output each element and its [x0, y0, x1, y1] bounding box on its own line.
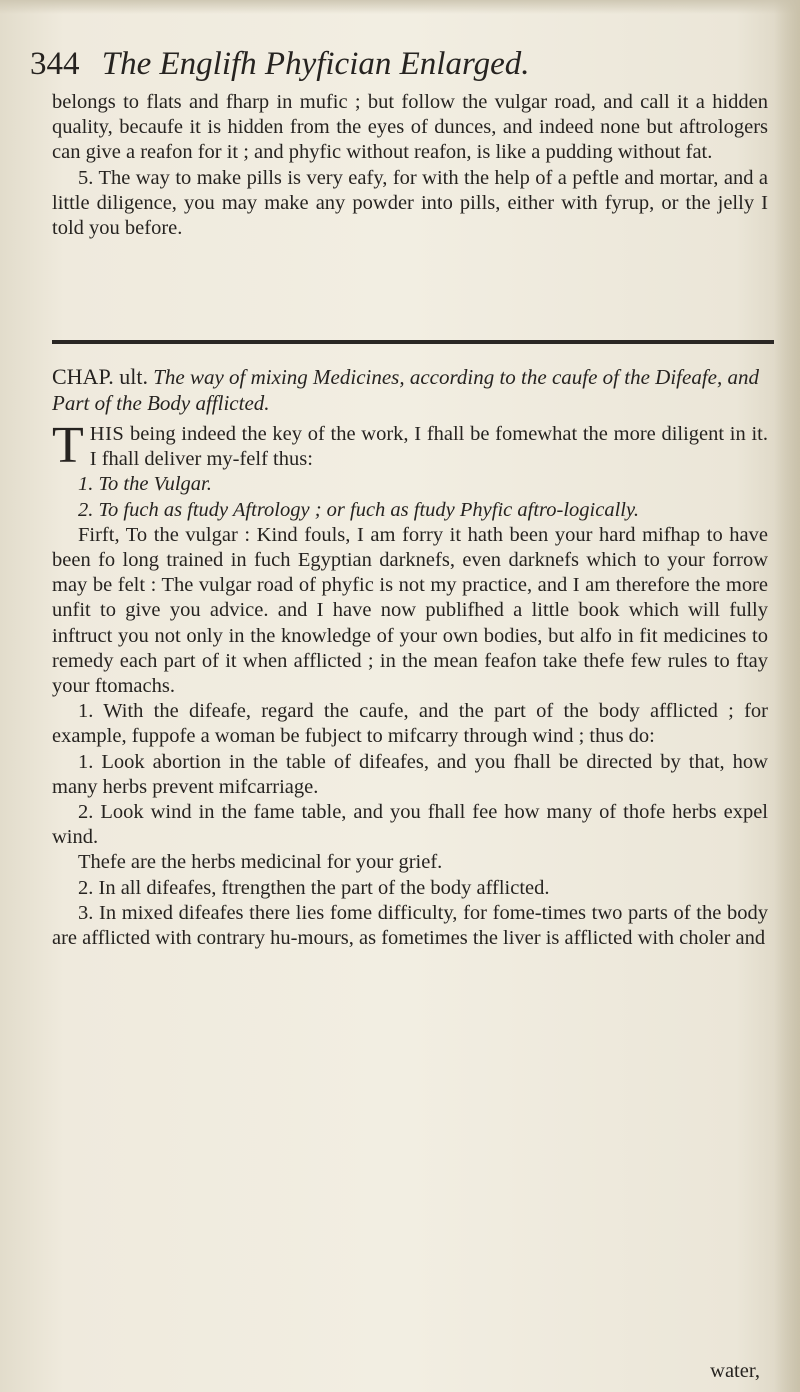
catchword: water,: [710, 1360, 760, 1382]
rule-1-step-1: 1. Look abortion in the table of difeafes, and you fhall be directed by that, how many herbs prevent mifcarriage.: [52, 750, 768, 798]
chapter-body: [52, 417, 768, 951]
list-item-astrology: 2. To fuch as ftudy Aftrology ; or fuch as ftudy Phyfic aftro-logically.: [78, 498, 640, 521]
scan-shadow-right: [774, 0, 800, 1392]
rule-3: 3. In mixed difeafes there lies fome difficulty, for fome-times two parts of the body are afflicted with contrary hu-mours, as fometimes the liver is afflicted with choler and: [52, 901, 768, 950]
chapter-title: The way of mixing Medicines, according to the caufe of the Difeafe, and Part of the Body afflicted.: [52, 365, 759, 415]
rule-1-step-2: 2. Look wind in the fame table, and you fhall fee how many of thofe herbs expel wind.: [52, 801, 768, 849]
rule-2: 2. In all difeafes, ftrengthen the part of the body afflicted.: [78, 876, 550, 899]
scan-shadow-top: [0, 0, 800, 14]
drop-cap: T: [52, 417, 84, 474]
section-rule: [52, 340, 774, 344]
intro-paragraph: [52, 417, 768, 474]
page-title: The Englifh Phyfician Enlarged.: [101, 46, 530, 82]
rule-1-conclusion: Thefe are the herbs medicinal for your grief.: [78, 851, 443, 874]
list-item-vulgar: 1. To the Vulgar.: [78, 473, 212, 496]
top-section: [52, 90, 768, 241]
continued-paragraph: belongs to flats and fharp in mufic ; but follow the vulgar road, and call it a hidden quality, becaufe it is hidden from the eyes of dunces, and indeed none but aftrologers can give a reafon for it ; and phyfic without reafon, is like a pudding without fat.: [52, 91, 768, 164]
first-paragraph: Firft, To the vulgar : Kind fouls, I am forry it hath been your hard mifhap to have been fo long trained in fuch Egyptian darknefs, even darknefs which to your forrow may be felt : The vulgar road of phyfic is not my practice, and I am therefore the more unfit to give you advice. and I have now publifhed a little book which will fully inftruct you not only in the knowledge of your own bodies, but alfo in fit medicines to remedy each part of it when afflicted ; in the mean feafon take thefe few rules to ftay your ftomachs.: [52, 523, 768, 698]
intro-text: being indeed the key of the work, I fhall be fomewhat the more diligent in it. I fhall deliver my-felf thus:: [89, 423, 768, 471]
rule-1: 1. With the difeafe, regard the caufe, and the part of the body afflicted ; for example, fuppofe a woman be fubject to mifcarry through wind ; thus do:: [52, 700, 768, 748]
page-number: 344: [30, 46, 80, 82]
chapter-heading: [52, 364, 768, 416]
item-5: 5. The way to make pills is very eafy, for with the help of a peftle and mortar, and a little diligence, you may make any powder into pills, either with fyrup, or the jelly I told you before.: [52, 166, 768, 240]
chapter-label: CHAP. ult.: [52, 364, 148, 389]
running-head: [30, 44, 760, 84]
first-word: HIS: [89, 423, 125, 445]
